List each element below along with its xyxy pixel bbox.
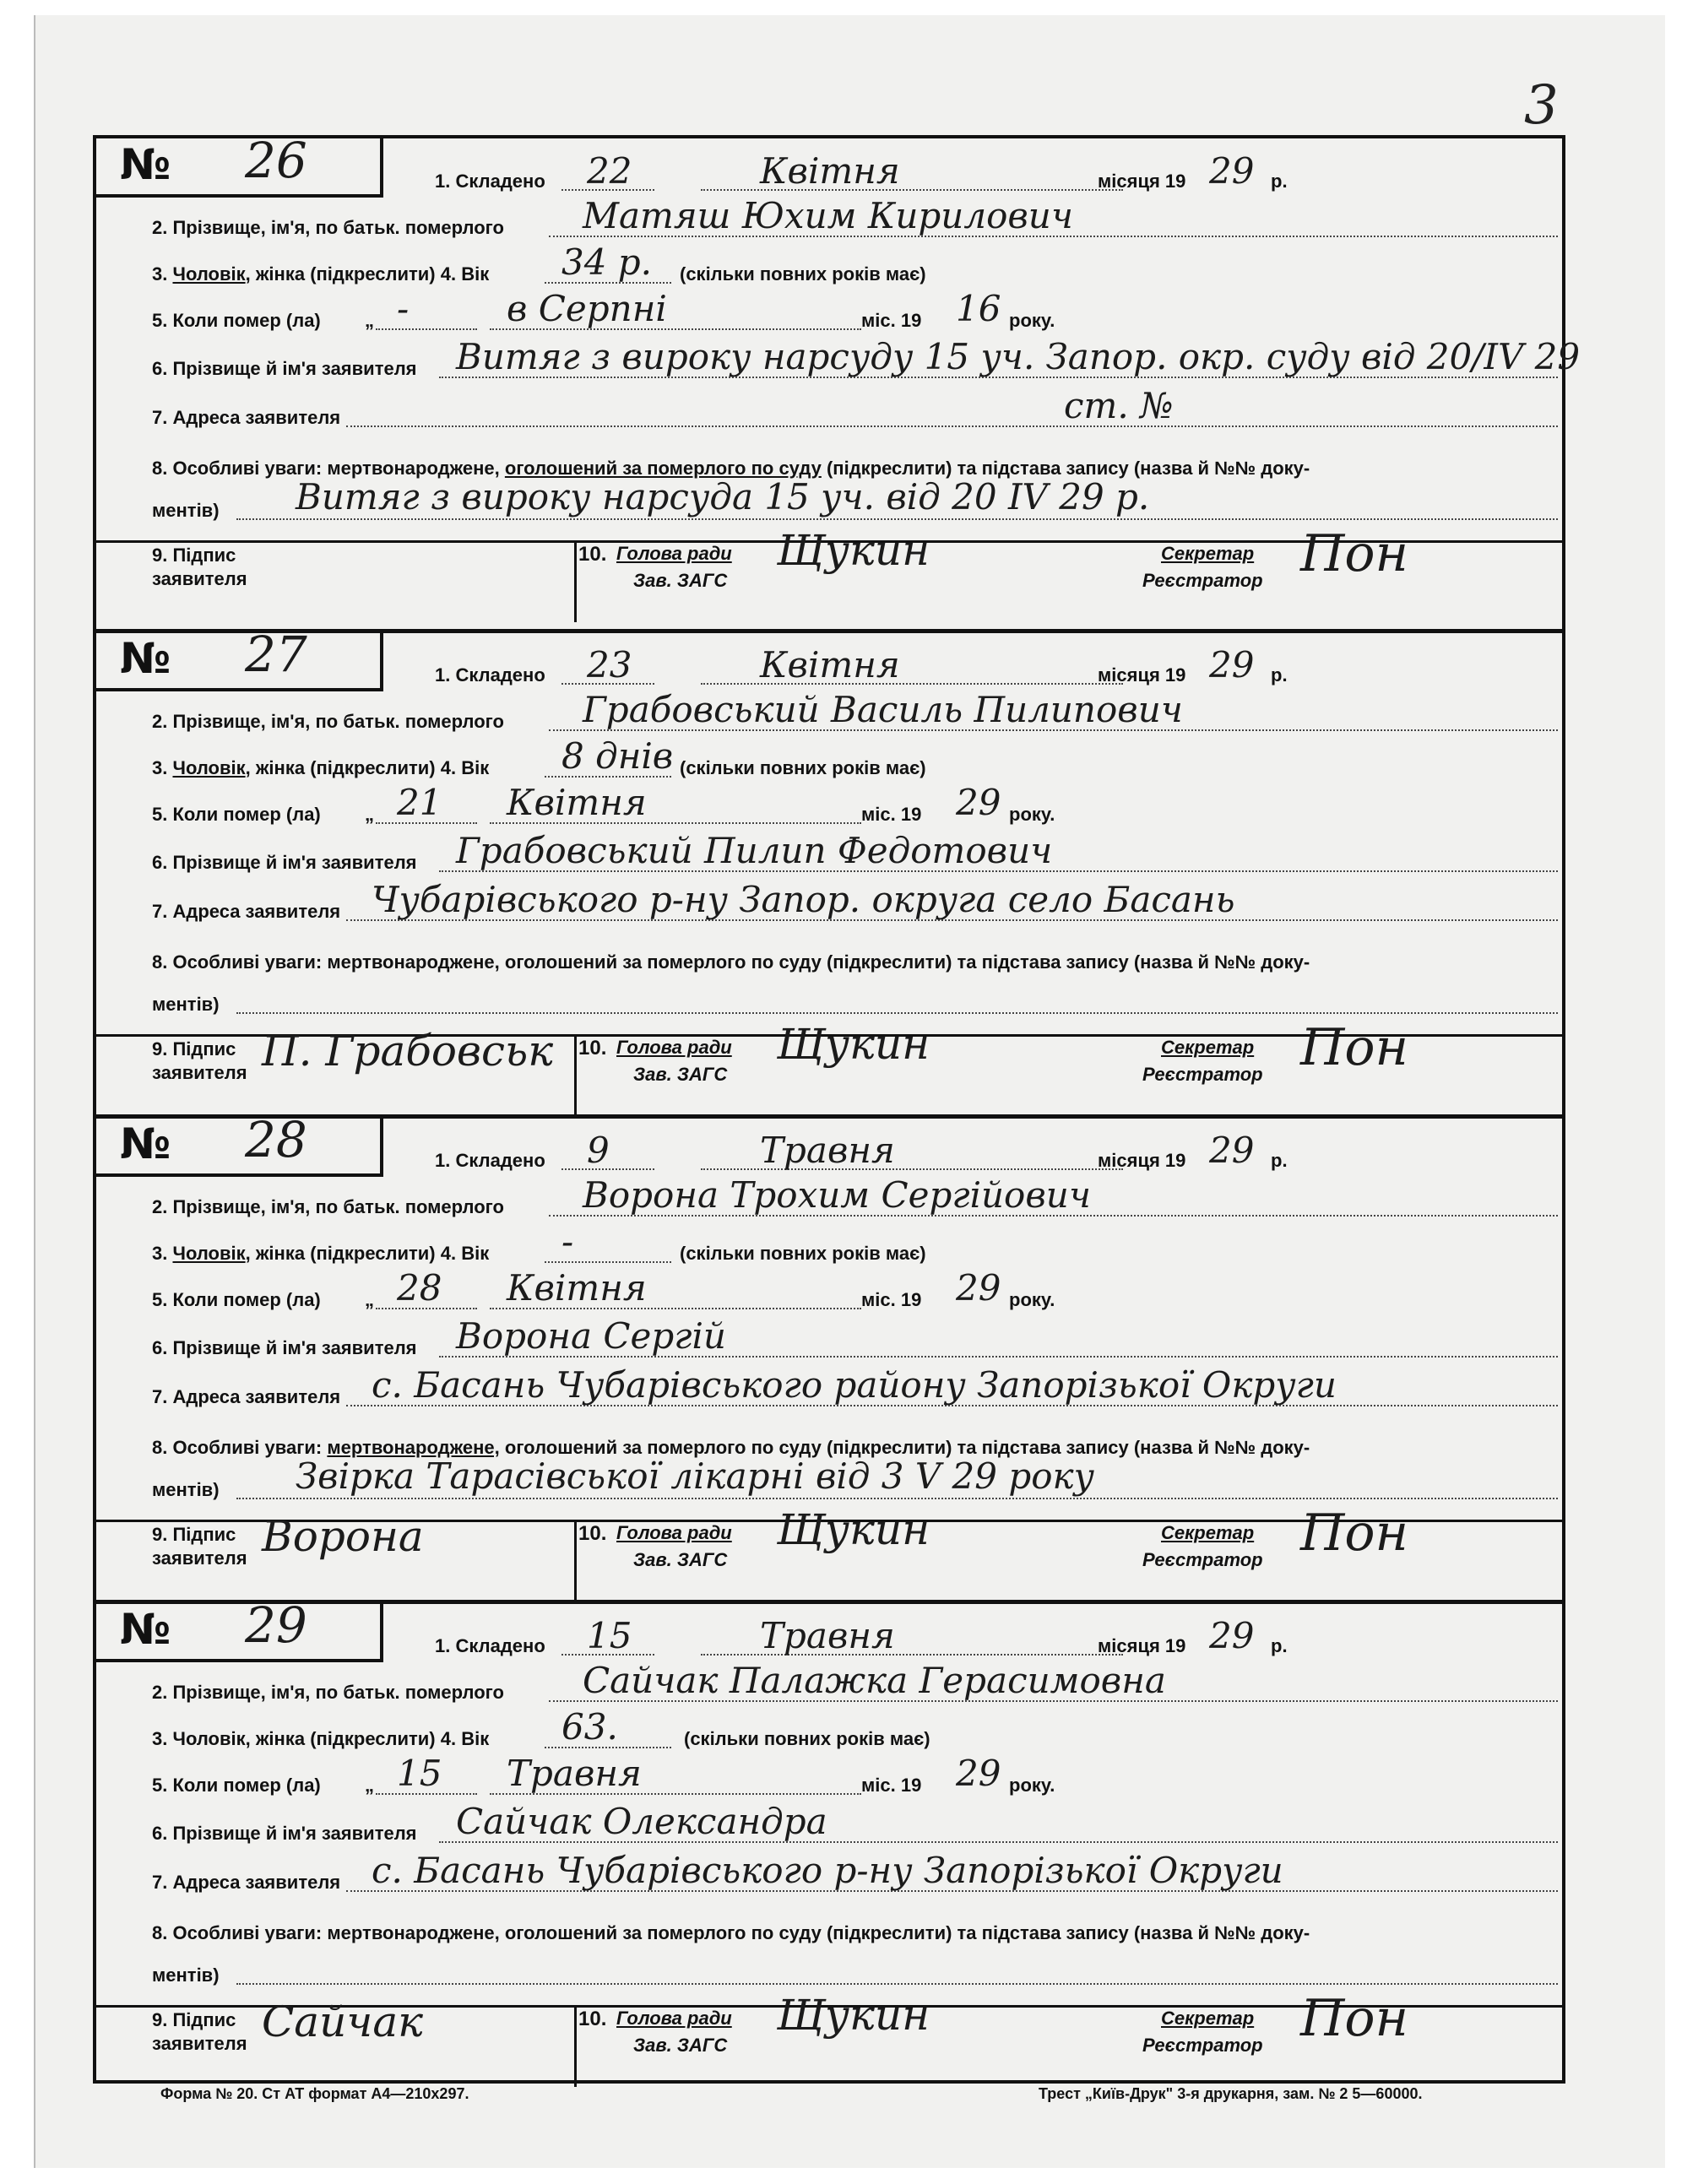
month-label: місяця 19 [1098,1150,1186,1171]
died-quote-open: „ [365,310,374,331]
number-label: № [120,140,171,189]
sig-10-label: 10. [578,1522,607,1545]
documents-label: ментів) [152,500,220,521]
death-record [93,132,1581,621]
applicant-signature-label-2: заявителя [152,2033,247,2054]
documents-label: ментів) [152,1479,220,1500]
month-label: місяця 19 [1098,664,1186,686]
registrar-label: Реєстратор [1142,570,1263,591]
signature-divider [574,1521,577,1601]
registrar-signature: Пон [1300,1989,1408,2048]
died-month: Квітня [507,782,647,823]
roku-label: року. [1009,804,1055,825]
composed-label: 1. Складено [435,1150,545,1171]
year-suffix: р. [1271,1635,1288,1656]
sex-age-prefix: 3. [152,757,168,778]
died-year: 16 [956,288,1001,329]
notes-declared: оголошений за померлого по суду [504,951,822,973]
applicant-signature-label-1: 9. Підпис [152,545,236,566]
applicant-address: ст. № [1064,385,1174,426]
head-label: Голова ради [616,1522,732,1543]
died-quote-open: „ [365,1775,374,1796]
secretary-label: Секретар [1161,2008,1255,2029]
notes-declared: оголошений за померлого по суду [504,1437,822,1458]
documents-line [236,518,1558,520]
applicant-signature-label-2: заявителя [152,1547,247,1569]
composed-day: 23 [587,644,632,686]
deceased-age: 63. [561,1706,618,1748]
record-number: 27 [245,626,307,683]
sex-age-label [152,757,489,779]
sig-10-label: 10. [578,2008,607,2030]
deceased-age: - [561,1221,574,1262]
applicant-address: с. Басань Чубарівського р-ну Запорізької Округи [372,1850,1283,1891]
composed-month: Квітня [760,644,900,686]
sig-10-label: 10. [578,543,607,566]
died-day: 15 [397,1753,442,1794]
address-line [346,425,1558,427]
deceased-name: Сайчак Палажка Герасимовна [583,1660,1166,1701]
died-month: Травня [507,1753,642,1794]
head-signature: Щукин [777,1991,930,2040]
signature-divider [574,542,577,622]
signature-divider [574,1036,577,1116]
documents-label: ментів) [152,1965,220,1986]
notes-rest: (підкреслити) та підстава запису (назва й №№ доку- [826,1922,1310,1943]
applicant-signature: Ворона [262,1512,424,1561]
composed-day: 22 [587,150,632,192]
notes-declared: оголошений за померлого по суду [504,1922,822,1943]
documents-line [236,1498,1558,1499]
applicant-name: Сайчак Олександра [456,1801,827,1842]
composed-day: 15 [587,1615,632,1656]
head-label: Голова ради [616,543,732,564]
year-suffix: р. [1271,664,1288,686]
applicant-address: Чубарівського р-ну Запор. округа село Басань [372,879,1235,920]
died-year: 29 [956,782,1001,823]
notes-label [152,1922,1310,1944]
applicant-name: Витяг з вироку нарсуду 15 уч. Запор. окр. суду від 20/IV 29 [456,336,1581,377]
documents-line [236,1012,1558,1014]
full-years-label: (скільки повних років має) [680,263,926,285]
mis-label: міс. 19 [861,1775,922,1796]
surname-label: 2. Прізвище, ім'я, по батьк. померлого [152,1196,504,1217]
surname-label: 2. Прізвище, ім'я, по батьк. померлого [152,711,504,732]
applicant-name-label: 6. Прізвище й ім'я заявителя [152,1337,417,1358]
notes-label [152,951,1310,973]
applicant-name: Грабовський Пилип Федотович [456,830,1053,871]
registrar-label: Реєстратор [1142,1549,1263,1570]
notes-stillborn: мертвонароджене, [327,458,500,479]
applicant-address: с. Басань Чубарівського району Запорізької Округи [372,1364,1337,1406]
sex-man: Чоловік [172,1243,246,1264]
footer-printer-info: Трест „Київ-Друк" 3-я друкарня, зам. № 2 5—60000. [1039,2085,1423,2102]
notes-stillborn: мертвонароджене, [327,951,500,973]
year-suffix: р. [1271,1150,1288,1171]
notes-stillborn: мертвонароджене, [327,1437,500,1458]
mis-label: міс. 19 [861,310,922,331]
composed-year: 29 [1209,1615,1255,1656]
zags-label: Зав. ЗАГС [633,2035,728,2056]
sex-man: Чоловік [172,757,246,778]
full-years-label: (скільки повних років має) [680,757,926,778]
died-year: 29 [956,1267,1001,1309]
died-label: 5. Коли помер (ла) [152,1289,321,1310]
secretary-label: Секретар [1161,543,1255,564]
applicant-name-label: 6. Прізвище й ім'я заявителя [152,358,417,379]
notes-rest: (підкреслити) та підстава запису (назва й №№ доку- [826,458,1310,479]
death-record [93,1596,1562,2085]
deceased-name: Матяш Юхим Кирилович [583,195,1073,236]
died-label: 5. Коли помер (ла) [152,804,321,825]
roku-label: року. [1009,310,1055,331]
applicant-signature: Сайчак [262,1997,424,2046]
deceased-name: Грабовський Василь Пилипович [583,689,1183,730]
applicant-name: Ворона Сергій [456,1315,726,1357]
sex-age-prefix: 3. [152,1243,168,1264]
year-suffix: р. [1271,171,1288,192]
composed-month: Квітня [760,150,900,192]
sex-man: Чоловік [172,263,246,285]
notes-rest: (підкреслити) та підстава запису (назва й №№ доку- [826,1437,1310,1458]
applicant-signature-label-1: 9. Підпис [152,2009,236,2030]
composed-label: 1. Складено [435,1635,545,1656]
died-quote-open: „ [365,804,374,825]
roku-label: року. [1009,1775,1055,1796]
secretary-label: Секретар [1161,1037,1255,1058]
deceased-name: Ворона Трохим Сергійович [583,1174,1091,1216]
applicant-address-label: 7. Адреса заявителя [152,1386,341,1407]
notes-prefix: 8. Особливі уваги: [152,458,323,479]
sex-age-rest: , жінка (підкреслити) 4. Вік [245,757,490,778]
applicant-address-label: 7. Адреса заявителя [152,901,341,922]
sex-age-rest: , жінка (підкреслити) 4. Вік [245,263,490,285]
applicant-address-label: 7. Адреса заявителя [152,1872,341,1893]
died-day: 21 [397,782,442,823]
sex-age-prefix: 3. [152,263,168,285]
documents-line [236,1983,1558,1985]
documents-text: Звірка Тарасівської лікарні від 3 V 29 року [296,1455,1094,1497]
died-label: 5. Коли помер (ла) [152,1775,321,1796]
surname-label: 2. Прізвище, ім'я, по батьк. померлого [152,217,504,238]
signature-divider [574,2007,577,2087]
mis-label: міс. 19 [861,1289,922,1310]
composed-label: 1. Складено [435,664,545,686]
applicant-signature-label-2: заявителя [152,1062,247,1083]
full-years-label: (скільки повних років має) [680,1243,926,1264]
roku-label: року. [1009,1289,1055,1310]
notes-declared: оголошений за померлого по суду [504,458,822,479]
sex-age-prefix: 3. [152,1728,168,1749]
registrar-signature: Пон [1300,1504,1408,1563]
registrar-signature: Пон [1300,1018,1408,1077]
documents-label: ментів) [152,994,220,1015]
deceased-age: 8 днів [561,735,674,777]
died-year: 29 [956,1753,1001,1794]
zags-label: Зав. ЗАГС [633,570,728,591]
sex-age-label [152,1728,489,1750]
head-signature: Щукин [777,1505,930,1554]
zags-label: Зав. ЗАГС [633,1064,728,1085]
died-day: - [397,288,410,329]
zags-label: Зав. ЗАГС [633,1549,728,1570]
mis-label: міс. 19 [861,804,922,825]
sex-age-label [152,1243,489,1265]
head-label: Голова ради [616,1037,732,1058]
notes-prefix: 8. Особливі уваги: [152,951,323,973]
composed-month: Травня [760,1615,895,1656]
composed-year: 29 [1209,150,1255,192]
month-label: місяця 19 [1098,171,1186,192]
registrar-label: Реєстратор [1142,1064,1263,1085]
record-number: 29 [245,1596,307,1654]
died-month: Квітня [507,1267,647,1309]
died-day: 28 [397,1267,442,1309]
documents-text: Витяг з вироку нарсуда 15 уч. від 20 IV 29 р. [296,476,1150,518]
applicant-signature: П. Грабовськ [262,1027,554,1076]
composed-year: 29 [1209,1130,1255,1171]
sex-age-label [152,263,489,285]
record-number: 28 [245,1111,307,1168]
applicant-name-label: 6. Прізвище й ім'я заявителя [152,1823,417,1844]
death-record [93,1111,1562,1600]
notes-stillborn: мертвонароджене, [327,1922,500,1943]
composed-day: 9 [587,1130,610,1171]
surname-label: 2. Прізвище, ім'я, по батьк. померлого [152,1682,504,1703]
head-signature: Щукин [777,526,930,575]
notes-rest: (підкреслити) та підстава запису (назва й №№ доку- [826,951,1310,973]
death-record [93,626,1562,1114]
month-label: місяця 19 [1098,1635,1186,1656]
secretary-label: Секретар [1161,1522,1255,1543]
applicant-signature-label-2: заявителя [152,568,247,589]
applicant-address-label: 7. Адреса заявителя [152,407,341,428]
composed-year: 29 [1209,644,1255,686]
composed-label: 1. Складено [435,171,545,192]
number-label: № [120,1605,171,1654]
died-label: 5. Коли помер (ла) [152,310,321,331]
head-label: Голова ради [616,2008,732,2029]
full-years-label: (скільки повних років має) [684,1728,930,1749]
number-label: № [120,1119,171,1168]
deceased-age: 34 р. [561,241,653,283]
sex-age-rest: , жінка (підкреслити) 4. Вік [245,1728,490,1749]
notes-prefix: 8. Особливі уваги: [152,1437,323,1458]
died-day-line [376,328,477,330]
died-month: в Серпні [507,288,667,329]
died-quote-open: „ [365,1289,374,1310]
sex-age-rest: , жінка (підкреслити) 4. Вік [245,1243,490,1264]
applicant-signature-label-1: 9. Підпис [152,1524,236,1545]
applicant-name-label: 6. Прізвище й ім'я заявителя [152,852,417,873]
registrar-signature: Пон [1300,524,1408,583]
record-number: 26 [245,132,307,189]
sig-10-label: 10. [578,1037,607,1059]
page-number: 3 [1524,74,1559,137]
composed-month: Травня [760,1130,895,1171]
notes-prefix: 8. Особливі уваги: [152,1922,323,1943]
number-label: № [120,634,171,683]
registrar-label: Реєстратор [1142,2035,1263,2056]
head-signature: Щукин [777,1020,930,1069]
footer-form-info: Форма № 20. Ст АТ формат А4—210х297. [160,2085,469,2102]
applicant-signature-label-1: 9. Підпис [152,1038,236,1059]
sex-man: Чоловік [172,1728,246,1749]
